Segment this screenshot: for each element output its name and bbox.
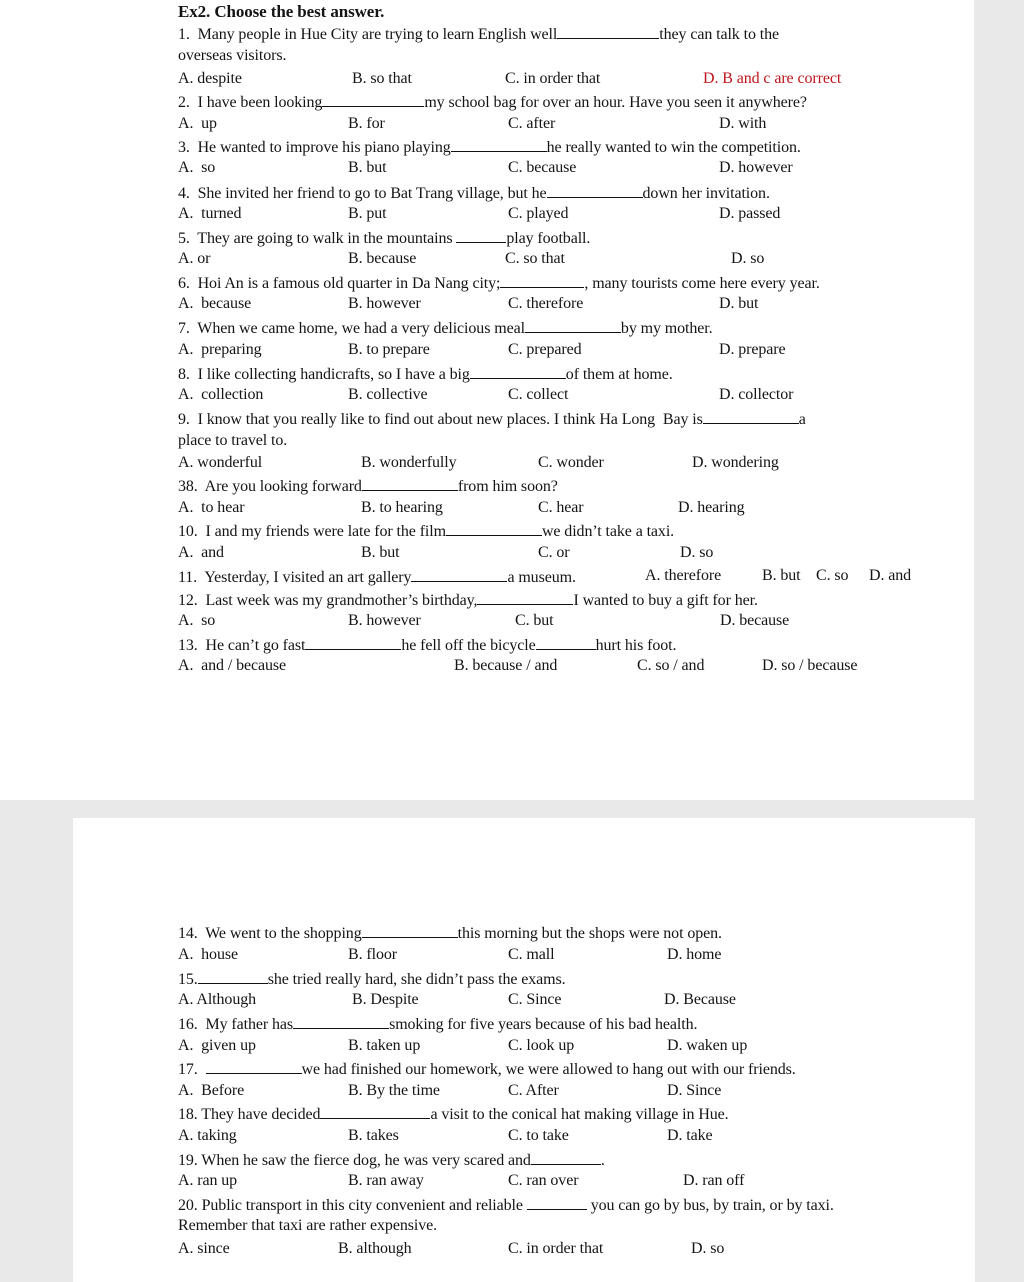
- option-b: B. because / and: [454, 657, 558, 674]
- answer-blank: [293, 1013, 389, 1029]
- answer-blank: [703, 408, 799, 424]
- option-c: C. in order that: [508, 1240, 604, 1257]
- option-d: D. ran off: [683, 1172, 745, 1189]
- question-5-stem: 5. They are going to walk in the mountains play football.: [178, 227, 590, 249]
- answer-blank: [470, 363, 566, 379]
- option-b: B. takes: [348, 1127, 399, 1144]
- answer-blank: [500, 272, 584, 288]
- answer-blank: [206, 1058, 302, 1074]
- question-1-stem-cont: overseas visitors.: [178, 47, 287, 64]
- question-11-stem: 11. Yesterday, I visited an art gallery a museum.: [178, 566, 576, 588]
- question-38-stem: 38. Are you looking forward from him soon?: [178, 475, 558, 497]
- option-c: C. wonder: [538, 454, 604, 471]
- option-c: C. played: [508, 205, 569, 222]
- answer-blank: [446, 520, 542, 536]
- question-20-stem-cont: Remember that taxi are rather expensive.: [178, 1217, 437, 1234]
- option-b: B. Despite: [352, 991, 419, 1008]
- option-b: B. however: [348, 612, 421, 629]
- question-18-stem: 18. They have decided a visit to the conical hat making village in Hue.: [178, 1103, 729, 1125]
- option-a: A. therefore: [645, 567, 722, 584]
- option-d: D. prepare: [719, 341, 786, 358]
- option-a: A. Before: [178, 1082, 245, 1099]
- option-c: C. look up: [508, 1037, 575, 1054]
- option-a: A. and / because: [178, 657, 287, 674]
- answer-blank: [322, 91, 424, 107]
- question-9-stem: 9. I know that you really like to find out about new places. I think Ha Long Bay is a: [178, 408, 806, 430]
- answer-blank: [320, 1103, 430, 1119]
- question-13-stem: 13. He can’t go fast he fell off the bicycle hurt his foot.: [178, 634, 676, 656]
- question-16-stem: 16. My father has smoking for five years because of his bad health.: [178, 1013, 697, 1035]
- worksheet-page-2: [73, 818, 975, 1282]
- option-a: A. up: [178, 115, 217, 132]
- option-d: D. so: [691, 1240, 725, 1257]
- option-b: B. but: [361, 544, 400, 561]
- option-b: B. floor: [348, 946, 397, 963]
- question-19-stem: 19. When he saw the fierce dog, he was very scared and .: [178, 1149, 605, 1171]
- option-d: D. however: [719, 159, 793, 176]
- option-b: B. wonderfully: [361, 454, 457, 471]
- option-c: C. mall: [508, 946, 555, 963]
- option-d: D. passed: [719, 205, 781, 222]
- option-c: C. collect: [508, 386, 569, 403]
- option-d: D. so / because: [762, 657, 858, 674]
- answer-blank: [198, 968, 268, 984]
- option-a: A. and: [178, 544, 224, 561]
- question-15-stem: 15. she tried really hard, she didn’t pass the exams.: [178, 968, 566, 990]
- answer-blank: [411, 566, 507, 582]
- answer-blank: [547, 182, 643, 198]
- option-c: C. so: [816, 567, 849, 584]
- option-a: A. collection: [178, 386, 264, 403]
- option-d: D. take: [667, 1127, 713, 1144]
- question-2-stem: 2. I have been looking my school bag for over an hour. Have you seen it anywhere?: [178, 91, 807, 113]
- option-d: D. so: [731, 250, 765, 267]
- option-c: C. but: [515, 612, 554, 629]
- question-8-stem: 8. I like collecting handicrafts, so I have a big of them at home.: [178, 363, 673, 385]
- option-b: B. but: [348, 159, 387, 176]
- option-a: A. Although: [178, 991, 257, 1008]
- option-a: A. house: [178, 946, 238, 963]
- option-a: A. or: [178, 250, 211, 267]
- exercise-title: Ex2. Choose the best answer.: [178, 2, 385, 21]
- question-20-stem: 20. Public transport in this city convenient and reliable you can go by bus, by train, or by taxi.: [178, 1194, 834, 1216]
- option-a: A. despite: [178, 70, 242, 87]
- option-a: A. to hear: [178, 499, 245, 516]
- option-a: A. taking: [178, 1127, 237, 1144]
- option-a: A. since: [178, 1240, 230, 1257]
- option-a: A. because: [178, 295, 252, 312]
- option-d: D. Because: [664, 991, 736, 1008]
- option-a: A. so: [178, 159, 216, 176]
- option-d: D. and: [869, 567, 912, 584]
- option-c: C. so / and: [637, 657, 705, 674]
- option-b: B. By the time: [348, 1082, 440, 1099]
- option-c: C. or: [538, 544, 570, 561]
- option-c: C. Since: [508, 991, 562, 1008]
- option-d: D. but: [719, 295, 759, 312]
- option-b: B. although: [338, 1240, 412, 1257]
- option-b: B. for: [348, 115, 385, 132]
- option-c: C. ran over: [508, 1172, 579, 1189]
- question-1-stem: 1. Many people in Hue City are trying to learn English well they can talk to the: [178, 23, 779, 45]
- option-d: D. collector: [719, 386, 794, 403]
- option-b: B. so that: [352, 70, 412, 87]
- answer-blank: [536, 634, 596, 650]
- option-a: A. so: [178, 612, 216, 629]
- question-14-stem: 14. We went to the shopping this morning but the shops were not open.: [178, 922, 722, 944]
- option-b: B. taken up: [348, 1037, 421, 1054]
- option-b: B. because: [348, 250, 417, 267]
- option-b: B. ran away: [348, 1172, 424, 1189]
- option-c: C. After: [508, 1082, 559, 1099]
- option-a: A. ran up: [178, 1172, 238, 1189]
- option-d: D. hearing: [678, 499, 745, 516]
- option-d: D. B and c are correct: [703, 70, 842, 87]
- answer-blank: [451, 136, 547, 152]
- option-a: A. given up: [178, 1037, 256, 1054]
- option-d: D. because: [720, 612, 790, 629]
- option-b: B. to hearing: [361, 499, 443, 516]
- option-d: D. with: [719, 115, 767, 132]
- option-d: D. wondering: [692, 454, 779, 471]
- answer-blank: [456, 227, 506, 243]
- option-b: B. but: [762, 567, 801, 584]
- option-c: C. hear: [538, 499, 584, 516]
- option-c: C. because: [508, 159, 577, 176]
- answer-blank: [531, 1149, 601, 1165]
- question-6-stem: 6. Hoi An is a famous old quarter in Da Nang city; , many tourists come here every year.: [178, 272, 820, 294]
- option-c: C. prepared: [508, 341, 582, 358]
- option-c: C. after: [508, 115, 556, 132]
- option-b: B. collective: [348, 386, 428, 403]
- answer-blank: [557, 23, 659, 39]
- question-10-stem: 10. I and my friends were late for the film we didn’t take a taxi.: [178, 520, 674, 542]
- question-7-stem: 7. When we came home, we had a very delicious meal by my mother.: [178, 317, 713, 339]
- option-a: A. turned: [178, 205, 242, 222]
- option-d: D. Since: [667, 1082, 722, 1099]
- option-d: D. so: [680, 544, 714, 561]
- answer-blank: [362, 475, 458, 491]
- question-12-stem: 12. Last week was my grandmother’s birthday, I wanted to buy a gift for her.: [178, 589, 758, 611]
- option-b: B. however: [348, 295, 421, 312]
- option-c: C. to take: [508, 1127, 569, 1144]
- question-3-stem: 3. He wanted to improve his piano playing he really wanted to win the competition.: [178, 136, 801, 158]
- answer-blank: [525, 317, 621, 333]
- question-4-stem: 4. She invited her friend to go to Bat Trang village, but he down her invitation.: [178, 182, 770, 204]
- answer-blank: [362, 922, 458, 938]
- option-c: C. therefore: [508, 295, 584, 312]
- question-17-stem: 17. we had finished our homework, we were allowed to hang out with our friends.: [178, 1058, 796, 1080]
- option-c: C. in order that: [505, 70, 601, 87]
- answer-blank: [477, 589, 573, 605]
- option-a: A. wonderful: [178, 454, 263, 471]
- answer-blank: [305, 634, 401, 650]
- option-b: B. to prepare: [348, 341, 430, 358]
- question-9-stem-cont: place to travel to.: [178, 432, 288, 449]
- option-b: B. put: [348, 205, 387, 222]
- answer-blank: [527, 1194, 587, 1210]
- option-c: C. so that: [505, 250, 565, 267]
- option-d: D. home: [667, 946, 722, 963]
- option-a: A. preparing: [178, 341, 262, 358]
- option-d: D. waken up: [667, 1037, 748, 1054]
